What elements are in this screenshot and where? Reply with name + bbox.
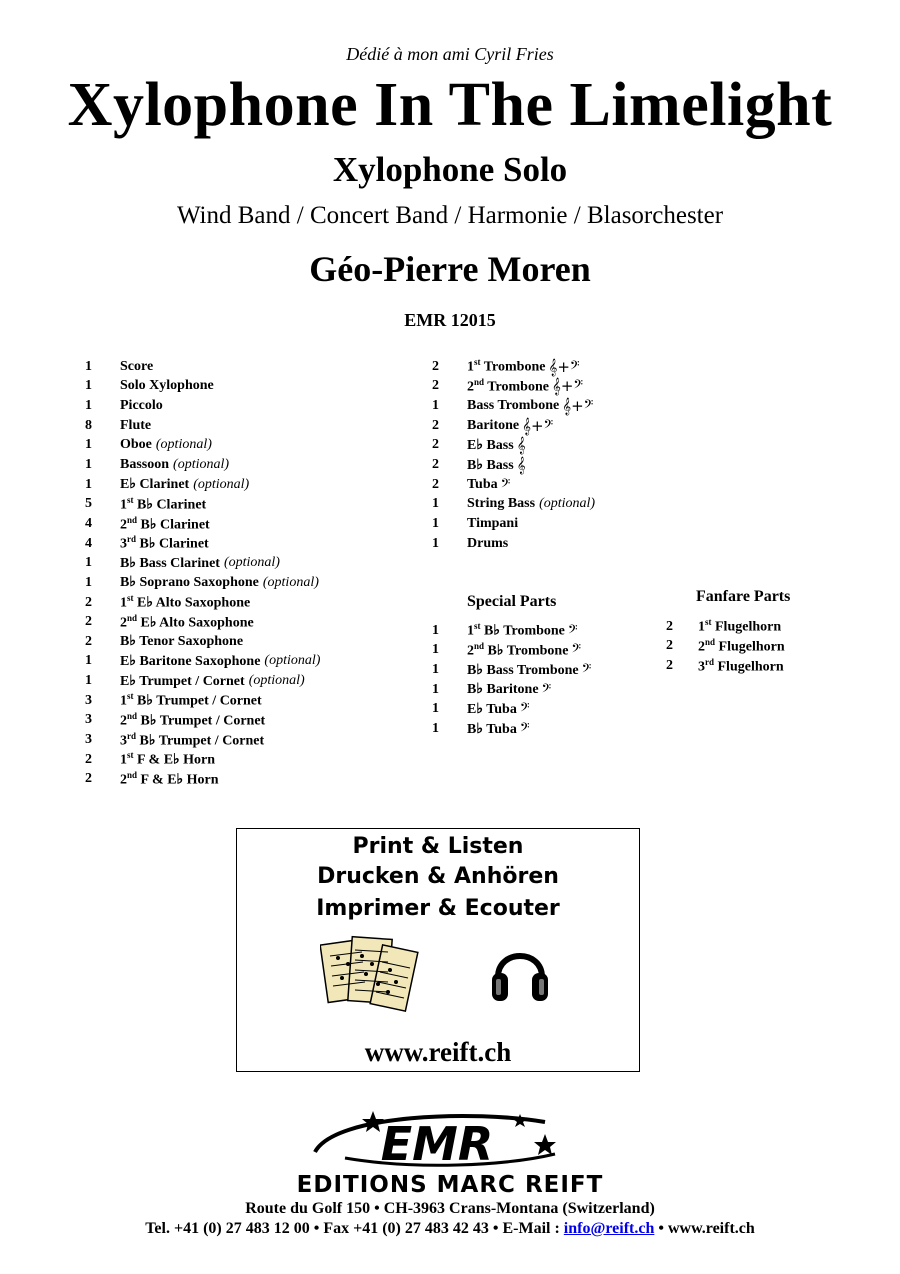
part-name: B♭ Bass Clarinet — [120, 555, 220, 571]
part-quantity: 1 — [432, 701, 439, 717]
part-name: 1st F & E♭ Horn — [120, 750, 216, 768]
contact-phone-fax: Tel. +41 (0) 27 483 12 00 • Fax +41 (0) 27 483 42 43 • E-Mail : — [145, 1220, 564, 1237]
catalog-number: EMR 12015 — [404, 310, 496, 330]
optional-note: (optional) — [173, 457, 230, 473]
part-name: B♭ Bass — [467, 457, 514, 473]
list-item — [666, 656, 785, 676]
part-name: Tuba — [467, 476, 498, 492]
list-item — [432, 494, 595, 514]
clef-icon: 𝄢 — [519, 700, 530, 719]
part-quantity: 2 — [85, 614, 92, 630]
list-item — [432, 416, 595, 436]
part-quantity: 2 — [432, 457, 439, 473]
list-item — [85, 357, 320, 377]
part-name: 1st B♭ Trumpet / Cornet — [120, 691, 262, 710]
list-item — [85, 632, 320, 652]
list-item — [432, 475, 595, 495]
part-quantity: 2 — [432, 476, 439, 492]
optional-note: (optional) — [193, 476, 250, 492]
part-quantity: 3 — [85, 731, 92, 747]
sheet-music-icon — [320, 934, 420, 1024]
list-item — [85, 573, 320, 593]
list-item — [85, 769, 320, 789]
list-item — [432, 514, 595, 534]
list-item — [432, 534, 595, 554]
clef-icon: 𝄢 — [567, 621, 578, 640]
part-name: 1st B♭ Trombone — [467, 621, 565, 640]
list-item — [85, 652, 320, 672]
part-quantity: 1 — [432, 496, 439, 512]
part-quantity: 3 — [85, 692, 92, 708]
part-quantity: 2 — [666, 638, 673, 654]
list-item — [85, 377, 320, 397]
list-item — [85, 534, 320, 554]
part-name: 2nd B♭ Trumpet / Cornet — [120, 711, 266, 729]
part-name: Score — [120, 358, 154, 374]
list-item — [85, 593, 320, 613]
part-name: B♭ Tenor Saxophone — [120, 634, 244, 650]
fanfare-parts-list — [666, 617, 785, 676]
optional-note: (optional) — [248, 673, 305, 689]
print-listen-box — [236, 828, 640, 1072]
list-item — [85, 691, 320, 711]
composer-name: Géo-Pierre Moren — [309, 249, 591, 289]
part-quantity: 1 — [432, 642, 439, 658]
part-name: B♭ Tuba — [467, 721, 517, 737]
list-item — [85, 475, 320, 495]
part-name: B♭ Baritone — [467, 682, 539, 698]
part-quantity: 1 — [432, 721, 439, 737]
list-item — [432, 436, 595, 456]
part-name: 1st B♭ Clarinet — [120, 494, 207, 513]
part-quantity: 1 — [85, 555, 92, 571]
part-quantity: 1 — [85, 476, 92, 492]
part-quantity: 1 — [85, 574, 92, 590]
optional-note: (optional) — [262, 574, 319, 590]
ensemble-list: Wind Band / Concert Band / Harmonie / Blasorchester — [176, 202, 724, 229]
part-name: B♭ Bass Trombone — [467, 662, 579, 678]
list-item — [666, 617, 785, 637]
part-name: 1st Trombone — [467, 357, 546, 376]
list-item — [432, 377, 595, 397]
part-name: 2nd Trombone — [467, 377, 549, 395]
part-name: 3rd B♭ Trumpet / Cornet — [120, 730, 265, 749]
part-quantity: 2 — [666, 618, 673, 634]
clef-icon: 𝄞+𝄢 — [562, 397, 594, 416]
list-item — [85, 612, 320, 632]
optional-note: (optional) — [223, 555, 280, 571]
part-quantity: 1 — [85, 398, 92, 414]
part-quantity: 2 — [432, 378, 439, 394]
part-name: 3rd Flugelhorn — [698, 656, 784, 675]
part-name: 2nd E♭ Alto Saxophone — [120, 612, 254, 631]
part-quantity: 1 — [432, 535, 439, 551]
part-quantity: 2 — [85, 751, 92, 767]
part-quantity: 1 — [432, 662, 439, 678]
part-name: Bass Trombone — [467, 398, 560, 414]
part-quantity: 5 — [85, 496, 92, 512]
part-name: 2nd B♭ Trombone — [467, 641, 569, 659]
part-name: E♭ Bass — [467, 437, 514, 453]
part-quantity: 4 — [85, 535, 92, 551]
emr-logo — [305, 1108, 595, 1170]
clef-icon: 𝄞+𝄢 — [548, 357, 580, 376]
clef-icon: 𝄞 — [516, 436, 526, 455]
list-item — [432, 700, 591, 720]
parts-list-middle — [432, 357, 595, 553]
list-item — [85, 494, 320, 514]
promo-line-print-listen: Print & Listen — [352, 834, 524, 859]
part-quantity: 4 — [85, 515, 92, 531]
part-name: 1st Flugelhorn — [698, 617, 782, 636]
part-quantity: 2 — [85, 771, 92, 787]
list-item — [85, 711, 320, 731]
part-quantity: 3 — [85, 712, 92, 728]
part-name: 2nd F & E♭ Horn — [120, 769, 219, 788]
part-quantity: 1 — [432, 681, 439, 697]
part-name: B♭ Soprano Saxophone — [120, 575, 259, 591]
promo-website-link[interactable]: www.reift.ch — [364, 1037, 512, 1067]
publisher-contact — [0, 1220, 900, 1238]
part-quantity: 2 — [432, 437, 439, 453]
list-item — [432, 680, 591, 700]
clef-icon: 𝄢 — [519, 720, 530, 739]
part-name: E♭ Tuba — [467, 701, 517, 717]
part-quantity: 1 — [85, 378, 92, 394]
optional-note: (optional) — [539, 496, 596, 512]
part-quantity: 8 — [85, 417, 92, 433]
emr-logo-text: EMR — [380, 1117, 494, 1170]
part-name: Oboe — [120, 437, 152, 453]
headphones-icon — [490, 937, 550, 1007]
list-item — [85, 396, 320, 416]
part-quantity: 1 — [85, 457, 92, 473]
list-item — [666, 637, 785, 657]
part-name: 2nd B♭ Clarinet — [120, 514, 210, 533]
list-item — [85, 553, 320, 573]
list-item — [432, 719, 591, 739]
special-parts-heading: Special Parts — [467, 593, 557, 610]
part-quantity: 2 — [666, 658, 673, 674]
part-name: String Bass — [467, 496, 536, 512]
part-name: 2nd Flugelhorn — [698, 637, 785, 655]
list-item — [432, 621, 591, 641]
part-quantity: 1 — [85, 358, 92, 374]
fanfare-parts-heading: Fanfare Parts — [696, 588, 791, 605]
part-name: E♭ Trumpet / Cornet — [120, 673, 245, 689]
list-item — [432, 396, 595, 416]
part-quantity: 1 — [85, 673, 92, 689]
list-item — [432, 357, 595, 377]
list-item — [85, 436, 320, 456]
list-item — [432, 660, 591, 680]
part-name: Piccolo — [120, 398, 163, 414]
dedication: Dédié à mon ami Cyril Fries — [346, 44, 554, 64]
list-item — [85, 750, 320, 770]
list-item — [85, 416, 320, 436]
part-quantity: 2 — [432, 417, 439, 433]
part-name: Baritone — [467, 417, 520, 433]
publisher-name: EDITIONS MARC REIFT — [296, 1172, 604, 1198]
part-quantity: 1 — [85, 437, 92, 453]
optional-note: (optional) — [155, 437, 212, 453]
part-name: Timpani — [467, 515, 519, 531]
part-quantity: 2 — [85, 594, 92, 610]
clef-icon: 𝄢 — [581, 661, 592, 680]
parts-list-left — [85, 357, 320, 789]
list-item — [85, 514, 320, 534]
clef-icon: 𝄢 — [541, 680, 552, 699]
part-name: Solo Xylophone — [120, 378, 214, 394]
part-quantity: 1 — [432, 398, 439, 414]
list-item — [85, 730, 320, 750]
list-item — [85, 671, 320, 691]
part-name: Drums — [467, 535, 509, 551]
part-name: Bassoon — [120, 457, 170, 473]
page-title: Xylophone In The Limelight — [67, 71, 833, 139]
part-name: Flute — [120, 417, 152, 433]
clef-icon: 𝄞+𝄢 — [522, 416, 554, 435]
contact-website: • www.reift.ch — [654, 1220, 755, 1237]
part-name: 3rd B♭ Clarinet — [120, 534, 209, 552]
promo-line-drucken: Drucken & Anhören — [317, 864, 559, 889]
clef-icon: 𝄞+𝄢 — [551, 377, 584, 396]
part-name: E♭ Clarinet — [120, 477, 190, 493]
list-item — [432, 641, 591, 661]
part-quantity: 2 — [85, 633, 92, 649]
special-parts-list — [432, 621, 591, 739]
email-link[interactable]: info@reift.ch — [563, 1220, 655, 1237]
part-quantity: 1 — [432, 622, 439, 638]
clef-icon: 𝄞 — [516, 456, 526, 475]
part-name: 1st E♭ Alto Saxophone — [120, 593, 251, 611]
part-quantity: 1 — [432, 515, 439, 531]
publisher-address: Route du Golf 150 • CH-3963 Crans-Montana (Switzerland) — [245, 1200, 655, 1217]
part-quantity: 2 — [432, 358, 439, 374]
clef-icon: 𝄢 — [500, 475, 511, 494]
clef-icon: 𝄢 — [571, 641, 582, 660]
promo-line-imprimer: Imprimer & Ecouter — [316, 896, 560, 921]
part-name: E♭ Baritone Saxophone — [120, 653, 261, 669]
part-quantity: 1 — [85, 653, 92, 669]
subtitle: Xylophone Solo — [332, 150, 568, 189]
list-item — [432, 455, 595, 475]
list-item — [85, 455, 320, 475]
optional-note: (optional) — [264, 653, 321, 669]
